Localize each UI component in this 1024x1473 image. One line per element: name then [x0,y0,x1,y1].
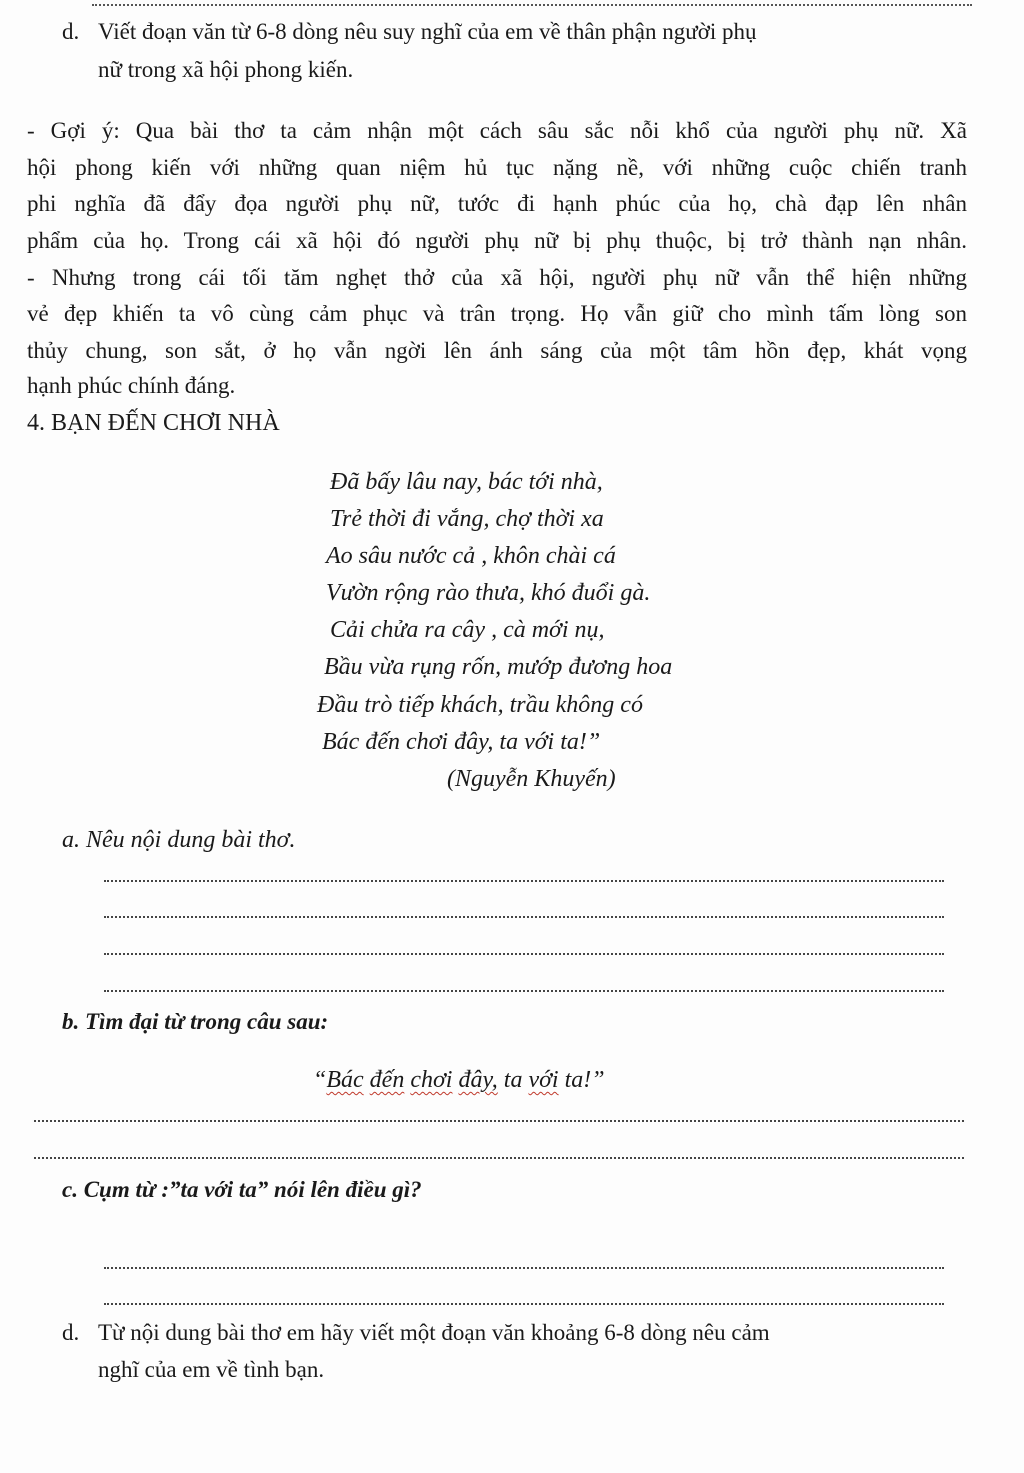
prev-question-d-label: d. [62,19,80,44]
quote-open: “ [313,1067,327,1093]
poem-line: Ao sâu nước cả , khôn chài cá [326,543,616,569]
poem-author: (Nguyễn Khuyến) [447,766,616,792]
poem-line: Bác đến chơi đây, ta với ta!” [322,729,601,755]
poem-line: Đã bấy lâu nay, bác tới nhà, [330,469,603,495]
quote-word: chơi [410,1067,453,1093]
hint-line: - Gợi ý: Qua bài thơ ta cảm nhận một cách sâu sắc nỗi khổ của người phụ nữ. Xã [27,118,967,143]
poem-line: Đầu trò tiếp khách, trầu không có [317,692,643,718]
hint-line: thủy chung, son sắt, ở họ vẫn ngời lên ánh sáng của một tâm hồn đẹp, khát vọng [27,338,967,363]
poem-line: Trẻ thời đi vắng, chợ thời xa [330,506,604,532]
hint-line: hạnh phúc chính đáng. [27,373,236,398]
answer-line [104,990,944,992]
answer-line [104,1267,944,1269]
hint-line: - Nhưng trong cái tối tăm nghẹt thở của xã hội, người phụ nữ vẫn thể hiện những [27,265,967,290]
section-heading: 4. BẠN ĐẾN CHƠI NHÀ [27,410,280,436]
answer-line [104,1303,944,1305]
poem-line: Cải chửa ra cây , cà mới nụ, [330,617,605,643]
prev-question-d-line2: nữ trong xã hội phong kiến. [98,57,354,82]
answer-line [104,953,944,955]
hint-line: phẩm của họ. Trong cái xã hội đó người phụ nữ bị phụ thuộc, bị trở thành nạn nhân. [27,228,967,253]
answer-line [34,1120,964,1122]
poem-line: Bầu vừa rụng rốn, mướp đương hoa [324,654,673,680]
question-a: a. Nêu nội dung bài thơ. [62,827,296,853]
question-d-label: d. [62,1320,80,1345]
answer-line [104,880,944,882]
poem-line: Vườn rộng rào thưa, khó đuổi gà. [326,580,651,606]
top-dotted-rule [92,4,972,6]
hint-line: hội phong kiến với những quan niệm hủ tục nặng nề, với những cuộc chiến tranh [27,155,967,180]
quote-end: ta!” [558,1067,605,1093]
quote-word: Bác [326,1067,364,1093]
quote-text: ta [497,1067,529,1093]
question-b-quote [313,1065,605,1095]
prev-question-d-line1: Viết đoạn văn từ 6-8 dòng nêu suy nghĩ của em về thân phận người phụ [98,19,757,44]
hint-line: vẻ đẹp khiến ta vô cùng cảm phục và trân trọng. Họ vẫn giữ cho mình tấm lòng son [27,301,967,326]
answer-line [34,1157,964,1159]
answer-line [104,916,944,918]
quote-word: đây, [458,1067,498,1093]
question-b: b. Tìm đại từ trong câu sau: [62,1009,329,1034]
question-d-line1: Từ nội dung bài thơ em hãy viết một đoạn văn khoảng 6-8 dòng nêu cảm [98,1320,770,1345]
quote-word: đến [369,1067,405,1093]
quote-word: với [528,1067,559,1093]
question-c: c. Cụm từ :”ta với ta” nói lên điều gì? [62,1177,422,1202]
question-d-line2: nghĩ của em về tình bạn. [98,1357,325,1382]
hint-line: phi nghĩa đã đẩy đọa người phụ nữ, tước đi hạnh phúc của họ, chà đạp lên nhân [27,191,967,216]
